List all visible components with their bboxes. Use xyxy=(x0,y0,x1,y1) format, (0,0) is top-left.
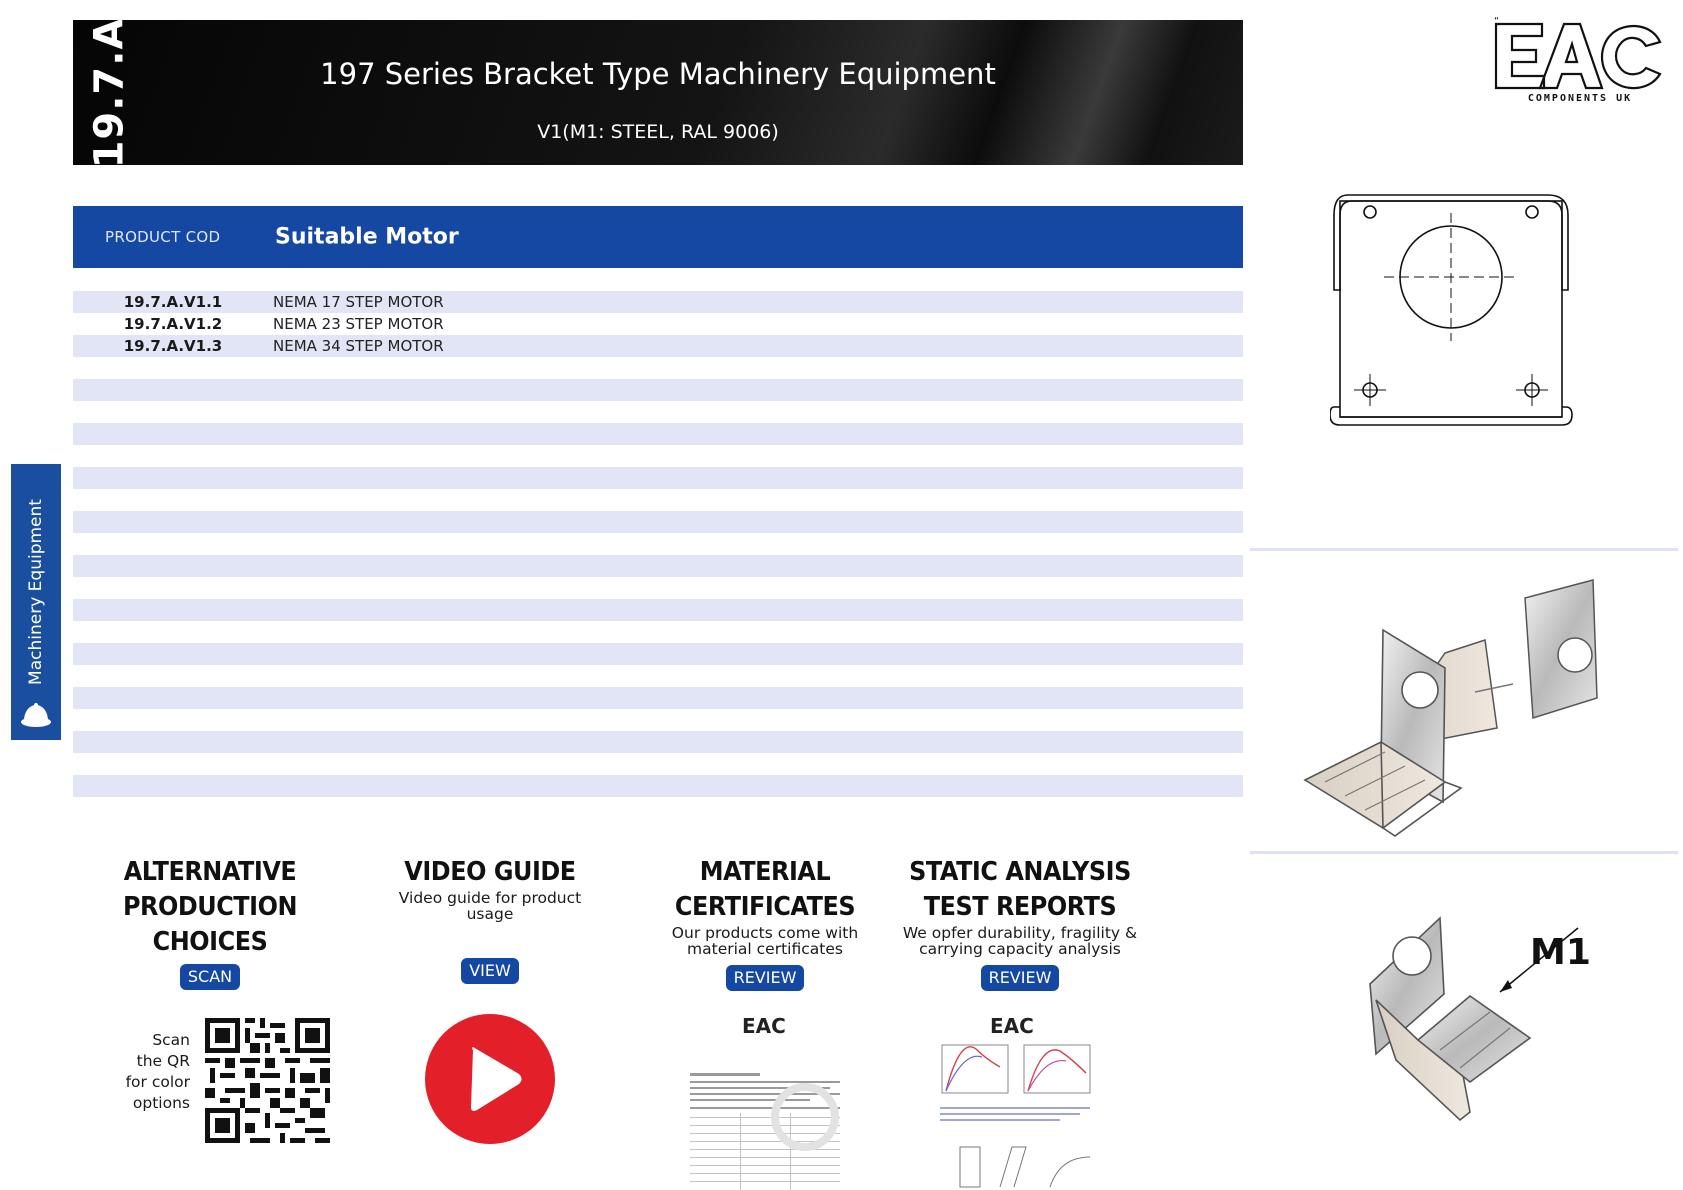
helmet-icon xyxy=(20,701,52,729)
product-table-header xyxy=(73,206,1243,268)
page-subtitle: V1(M1: STEEL, RAL 9006) xyxy=(537,121,779,143)
header-banner xyxy=(73,17,1243,168)
video-title: VIDEO GUIDE xyxy=(404,857,576,887)
table-row[interactable] xyxy=(73,313,1243,335)
static-title-line: STATIC ANALYSIS xyxy=(909,857,1131,887)
logo-subtext: COMPONENTS UK xyxy=(1527,93,1633,104)
static-title-line: TEST REPORTS xyxy=(923,892,1117,922)
certificates-desc-line: Our products come with xyxy=(671,924,859,942)
certificate-thumbnail[interactable] xyxy=(680,1007,850,1190)
bracket-render-material xyxy=(1340,900,1640,1140)
material-certificates-block xyxy=(640,855,890,991)
empty-row xyxy=(73,467,1243,489)
static-desc-line: We opfer durability, fragility & xyxy=(902,924,1138,942)
empty-row xyxy=(73,379,1243,401)
product-code: 19.7.A.V1.1 xyxy=(123,293,223,311)
static-analysis-block xyxy=(895,855,1145,991)
alternative-title-line: ALTERNATIVE xyxy=(123,857,297,887)
certificates-title-line: MATERIAL xyxy=(699,857,831,887)
section-code: 19.7.A xyxy=(86,17,132,168)
alternative-production-block xyxy=(85,855,335,990)
column-header-motor: Suitable Motor xyxy=(275,224,459,250)
empty-row xyxy=(73,687,1243,709)
suitable-motor: NEMA 34 STEP MOTOR xyxy=(273,337,444,355)
table-row[interactable] xyxy=(73,335,1243,357)
empty-row xyxy=(73,599,1243,621)
page-title: 197 Series Bracket Type Machinery Equipment xyxy=(320,57,996,91)
test-report-thumbnail[interactable] xyxy=(930,1007,1105,1190)
panel-divider xyxy=(1250,851,1678,854)
qr-code[interactable] xyxy=(200,1013,335,1148)
video-desc-line: Video guide for product xyxy=(398,889,582,907)
empty-row xyxy=(73,423,1243,445)
empty-row xyxy=(73,731,1243,753)
empty-row xyxy=(73,775,1243,797)
empty-row xyxy=(73,555,1243,577)
review-certificates-button[interactable]: REVIEW xyxy=(726,965,805,991)
svg-text:“: “ xyxy=(1494,16,1500,27)
product-code: 19.7.A.V1.2 xyxy=(123,315,223,333)
alternative-title-line: CHOICES xyxy=(152,927,268,957)
certificates-desc-line: material certificates xyxy=(687,940,843,958)
empty-row xyxy=(73,511,1243,533)
column-header-code: PRODUCT COD xyxy=(105,228,221,246)
video-guide-block xyxy=(365,855,615,984)
suitable-motor: NEMA 17 STEP MOTOR xyxy=(273,293,444,311)
play-icon[interactable] xyxy=(425,1014,555,1144)
bracket-technical-drawing xyxy=(1330,185,1590,435)
product-code: 19.7.A.V1.3 xyxy=(123,337,223,355)
svg-text:EAC: EAC xyxy=(990,1014,1034,1038)
review-reports-button[interactable]: REVIEW xyxy=(981,965,1060,991)
static-desc-line: carrying capacity analysis xyxy=(919,940,1121,958)
empty-row xyxy=(73,643,1243,665)
view-button[interactable]: VIEW xyxy=(461,958,519,984)
bracket-render-pair xyxy=(1285,570,1635,860)
product-table-body xyxy=(73,291,1243,357)
svg-text:EAC: EAC xyxy=(742,1014,786,1038)
table-row[interactable] xyxy=(73,291,1243,313)
video-desc-line: usage xyxy=(466,905,514,923)
side-tab-label: Machinery Equipment xyxy=(26,499,46,685)
side-category-tab[interactable] xyxy=(11,464,61,740)
alternative-title-line: PRODUCTION xyxy=(122,892,298,922)
suitable-motor: NEMA 23 STEP MOTOR xyxy=(273,315,444,333)
scan-instructions: Scan the QR for color options xyxy=(125,1031,190,1112)
material-label: M1 xyxy=(1530,932,1591,973)
certificates-title-line: CERTIFICATES xyxy=(674,892,856,922)
panel-divider xyxy=(1250,548,1678,551)
scan-button[interactable]: SCAN xyxy=(180,964,240,990)
